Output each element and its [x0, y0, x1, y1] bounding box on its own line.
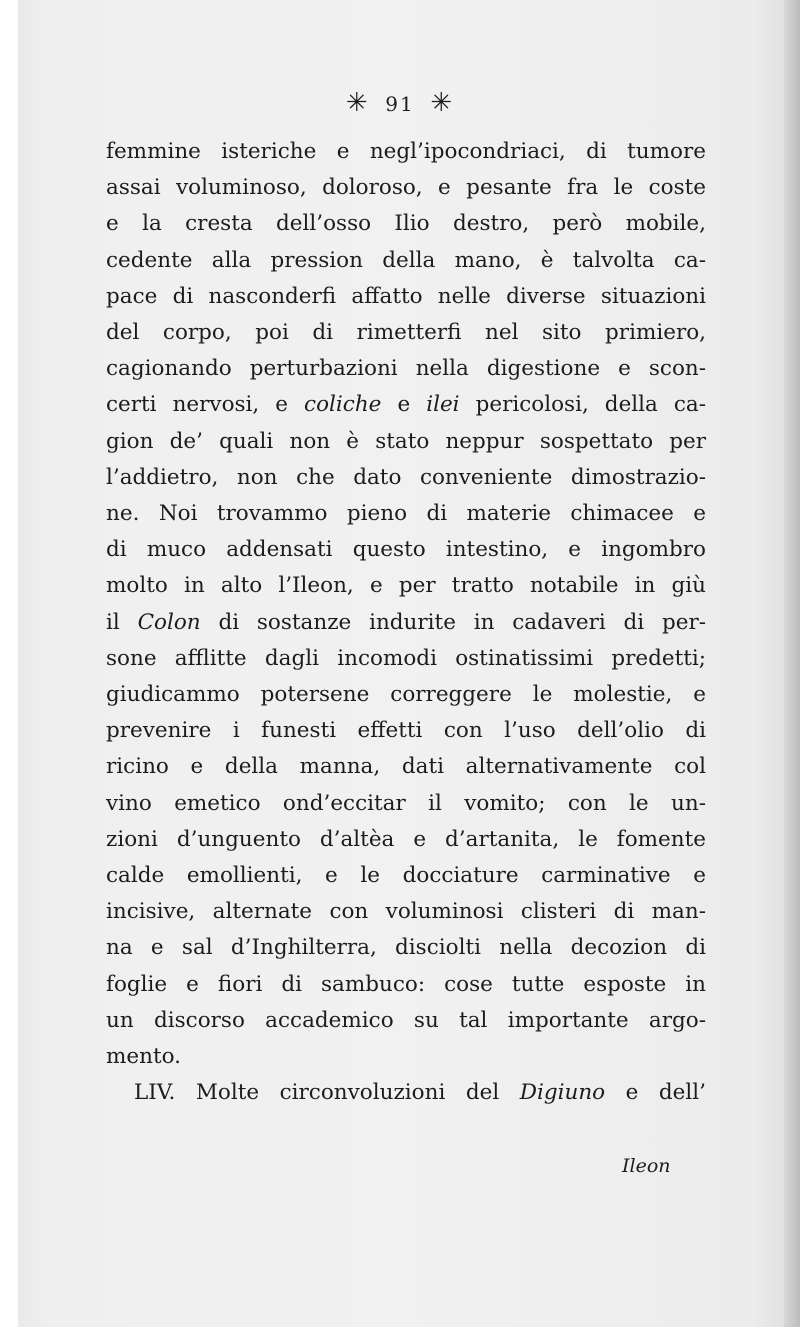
italic-term-digiuno: Digiuno: [519, 1080, 606, 1106]
section-number-text: LIV. Molte circonvoluzioni del: [134, 1080, 500, 1106]
text-line: incisive, alternate con voluminosi clisteri di man-: [106, 899, 706, 925]
text-segment: e: [397, 392, 411, 418]
text-line: na e sal d’Inghilterra, disciolti nella decozion di: [106, 935, 706, 961]
text-line: prevenire i funesti effetti con l’uso dell’olio di: [106, 718, 706, 744]
ornament-left-icon: ✳: [345, 88, 370, 118]
section-heading-line: [106, 1075, 706, 1111]
text-line: molto in alto l’Ileon, e per tratto notabile in giù: [106, 573, 706, 599]
text-line: e la cresta dell’osso Ilio destro, però mobile,: [106, 211, 706, 237]
italic-term-ilei: ilei: [426, 392, 460, 418]
text-line: cagionando perturbazioni nella digestione e scon-: [106, 356, 706, 382]
text-line: calde emollienti, e le docciature carminative e: [106, 863, 706, 889]
text-segment: certi nervosi, e: [106, 392, 289, 418]
page-header: [0, 88, 800, 118]
text-segment: il: [106, 609, 120, 635]
text-line: ricino e della manna, dati alternativamente col: [106, 754, 706, 780]
text-line: di muco addensati questo intestino, e ingombro: [106, 537, 706, 563]
catchword: Ileon: [622, 1155, 671, 1177]
text-line: sone afflitte dagli incomodi ostinatissimi predetti;: [106, 645, 706, 671]
text-line: cedente alla pression della mano, è talvolta ca-: [106, 247, 706, 273]
text-line: assai voluminoso, doloroso, e pesante fra le coste: [106, 175, 706, 201]
italic-term-colon: Colon: [137, 609, 201, 635]
text-segment: pericolosi, della ca-: [475, 392, 707, 418]
text-line: del corpo, poi di rimetterfi nel sito primiero,: [106, 320, 706, 346]
text-line: vino emetico ond’eccitar il vomito; con le un-: [106, 790, 706, 816]
text-line-with-italics: [106, 387, 706, 423]
text-line: gion de’ quali non è stato neppur sospettato per: [106, 428, 706, 454]
body-text: [106, 134, 706, 1111]
text-line: giudicammo potersene correggere le molestie, e: [106, 682, 706, 708]
text-line: mento.: [106, 1044, 181, 1070]
text-line-with-italics: [106, 605, 706, 641]
text-line: femmine isteriche e negl’ipocondriaci, di tumore: [106, 139, 706, 164]
page-number: 91: [385, 92, 415, 116]
ornament-right-icon: ✳: [430, 88, 455, 118]
text-segment: di sostanze indurite in cadaveri di per-: [218, 609, 706, 635]
text-line: pace di nasconderfi affatto nelle diverse situazioni: [106, 283, 706, 309]
text-line: zioni d’unguento d’altèa e d’artanita, le fomente: [106, 826, 706, 852]
text-segment: e dell’: [625, 1080, 706, 1106]
text-line: l’addietro, non che dato conveniente dimostrazio-: [106, 464, 706, 490]
italic-term-coliche: coliche: [304, 392, 382, 418]
text-line: foglie e fiori di sambuco: cose tutte esposte in: [106, 971, 706, 997]
text-line: ne. Noi trovammo pieno di materie chimacee e: [106, 501, 706, 527]
text-line: un discorso accademico su tal importante argo-: [106, 1007, 706, 1033]
